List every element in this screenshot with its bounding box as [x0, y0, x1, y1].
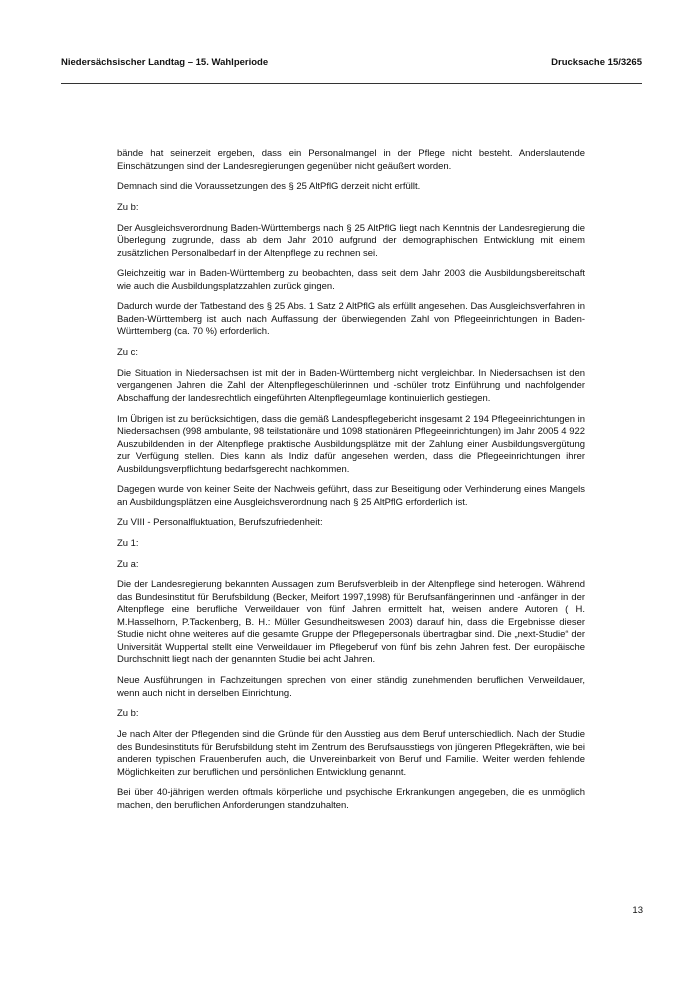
- paragraph: Je nach Alter der Pflegenden sind die Gründe für den Ausstieg aus dem Beruf unterschiedlich. Nach der Studie des Bundesinstituts für Berufsbildung steht im Zentrum des Berufsausstiegs von jüngeren Pflegekräften, wie bei anderen typischen Frauenberufen auch, die Unvereinbarkeit von Beruf und Familie. Weiter werden fehlende Möglichkeiten zur beruflichen und persönlichen Entwicklung genannt.: [117, 729, 585, 778]
- paragraph: bände hat seinerzeit ergeben, dass ein Personalmangel in der Pflege nicht besteht. Anderslautende Einschätzungen sind der Landesregierungen gegenüber nicht geäußert worden.: [117, 148, 585, 172]
- paragraph: Die der Landesregierung bekannten Aussagen zum Berufsverbleib in der Altenpflege sind heterogen. Während das Bundesinstitut für Berufsbildung (Becker, Meifort 1997,1998) für Berufsanfängerinnen und -anfänger in der Altenpflege eine berufliche Verweildauer von fünf Jahren ermittelt hat, weisen andere Autoren ( H. M.Hasselhorn, P.Tackenberg, B. H.: Müller Gesundheitswesen 2003) darauf hin, dass die Ergebnisse dieser Studie nicht ohne weiteres auf die gesamte Gruppe der Pflegepersonals übertragbar sind. Die „next-Studie“ der Universität Wuppertal stellt eine Verweildauer im Pflegeberuf von fünf bis zehn Jahren fest. Der europäische Durchschnitt liegt nach der genannten Studie bei acht Jahren.: [117, 579, 585, 666]
- paragraph: Dagegen wurde von keiner Seite der Nachweis geführt, dass zur Beseitigung oder Verhinderung eines Mangels an Ausbildungsplätzen eine Ausgleichsverordnung nach § 25 AltPflG erforderlich ist.: [117, 484, 585, 508]
- paragraph: Bei über 40-jährigen werden oftmals körperliche und psychische Erkrankungen angegeben, die es unmöglich machen, den beruflichen Anforderungen standzuhalten.: [117, 787, 585, 811]
- section-label: Zu 1:: [117, 538, 139, 550]
- paragraph: Die Situation in Niedersachsen ist mit der in Baden-Württemberg nicht vergleichbar. In Niedersachsen ist den vergangenen Jahren die Zahl der Altenpflegeschülerinnen und -schüler trotz Einführung und nachfolgender Abschaffung der landesrechtlich eingeführten Altenpflegeumlage kontinuierlich gestiegen.: [117, 367, 585, 404]
- paragraph: Demnach sind die Voraussetzungen des § 25 AltPflG derzeit nicht erfüllt.: [117, 181, 421, 193]
- paragraph: Gleichzeitig war in Baden-Württemberg zu beobachten, dass seit dem Jahr 2003 die Ausbildungsbereitschaft wie auch die Ausbildungsplatzzahlen zurück gingen.: [117, 268, 585, 292]
- section-heading: Zu VIII - Personalfluktuation, Berufszufriedenheit:: [117, 517, 323, 529]
- paragraph: Im Übrigen ist zu berücksichtigen, dass die gemäß Landespflegebericht insgesamt 2 194 Pflegeeinrichtungen in Niedersachsen (998 ambulante, 98 teilstationäre und 1098 stationären Pflegeeinrichtungen) im Jahr 2005 4 922 Auszubildenden in der Altenpflege praktische Ausbildungsplätze mit der Zahlung einer Ausbildungsvergütung zur Verfügung stellen. Dies kann als Indiz dafür angesehen werden, dass die Pflegeeinrichtungen ihrer Ausbildungsverpflichtung bedarfsgerecht nachkommen.: [117, 413, 585, 475]
- paragraph: Der Ausgleichsverordnung Baden-Württembergs nach § 25 AltPflG liegt nach Kenntnis der Landesregierung die Überlegung zugrunde, dass ab dem Jahr 2010 aufgrund der demographischen Entwicklung mit einem zusätzlichen Personalbedarf in der Altenpflege zu rechnen sei.: [117, 222, 585, 259]
- section-label: Zu b:: [117, 201, 139, 213]
- document-number: Drucksache 15/3265: [551, 57, 642, 68]
- paragraph: Neue Ausführungen in Fachzeitungen sprechen von einer ständig zunehmenden beruflichen Verweildauer, wenn auch nicht in derselben Einrichtung.: [117, 675, 585, 699]
- section-label: Zu b:: [117, 708, 139, 720]
- page-header: [61, 56, 642, 70]
- page-number: 13: [632, 905, 643, 916]
- paragraph: Dadurch wurde der Tatbestand des § 25 Abs. 1 Satz 2 AltPflG als erfüllt angesehen. Das Ausgleichsverfahren in Baden-Württemberg ist auch nach Auffassung der überwiegenden Zahl von Pflegeeinrichtungen in Baden-Württemberg (ca. 70 %) erforderlich.: [117, 301, 585, 338]
- header-divider: [61, 83, 642, 84]
- section-label: Zu a:: [117, 558, 139, 570]
- header-title: Niedersächsischer Landtag – 15. Wahlperiode: [61, 57, 269, 68]
- section-label: Zu c:: [117, 347, 138, 359]
- document-body: [117, 148, 585, 820]
